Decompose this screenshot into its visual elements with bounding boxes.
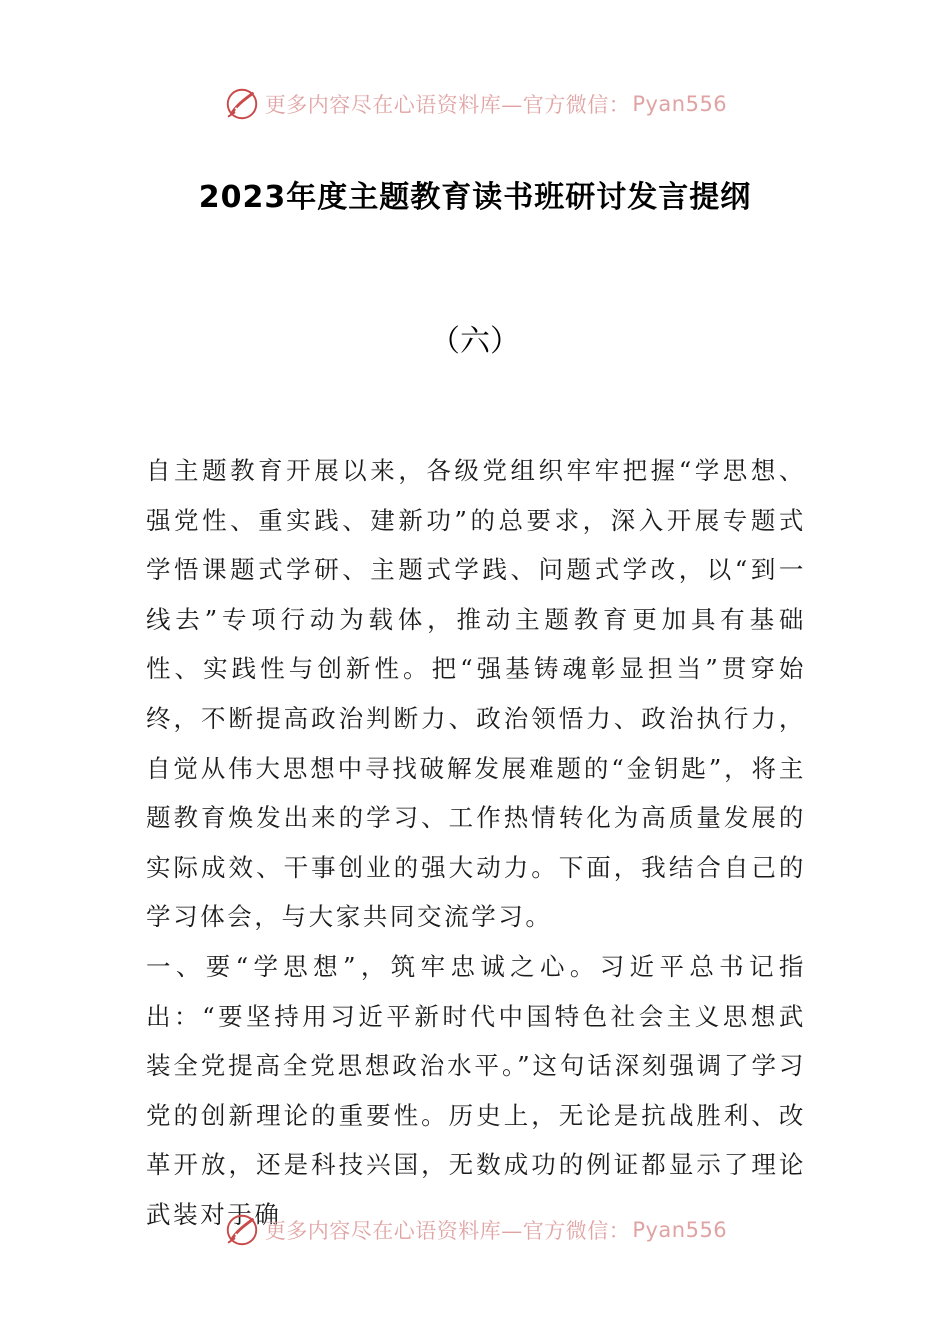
watermark-text: 更多内容尽在心语资料库—官方微信： [264, 93, 631, 117]
pen-logo-icon [223, 85, 261, 123]
watermark-text: 更多内容尽在心语资料库—官方微信： [264, 1219, 631, 1243]
pen-logo-icon [223, 1211, 261, 1249]
document-body [146, 446, 806, 1240]
document-title: 2023年度主题教育读书班研讨发言提纲 [198, 180, 752, 215]
watermark-wechat-id: Pyan556 [632, 1218, 728, 1242]
watermark-footer [0, 1210, 950, 1250]
watermark-wechat-id: Pyan556 [632, 92, 728, 116]
document-subtitle: （六） [430, 324, 520, 359]
paragraph-section-one: 一、要“学思想”，筑牢忠诚之心。习近平总书记指出：“要坚持用习近平新时代中国特色社会主义思想武装全党提高全党思想政治水平。”这句话深刻强调了学习党的创新理论的重要性。历史上，无论是抗战胜利、改革开放，还是科技兴国，无数成功的例证都显示了理论武装对于确 [146, 951, 806, 1229]
paragraph-intro: 自主题教育开展以来，各级党组织牢牢把握“学思想、强党性、重实践、建新功”的总要求，深入开展专题式学悟课题式学研、主题式学践、问题式学改，以“到一线去”专项行动为载体，推动主题教育更加具有基础性、实践性与创新性。把“强基铸魂彰显担当”贯穿始终，不断提高政治判断力、政治领悟力、政治执行力，自觉从伟大思想中寻找破解发展难题的“金钥匙”，将主题教育焕发出来的学习、工作热情转化为高质量发展的实际成效、干事创业的强大动力。下面，我结合自己的学习体会，与大家共同交流学习。 [146, 456, 806, 932]
watermark-header [0, 84, 950, 124]
